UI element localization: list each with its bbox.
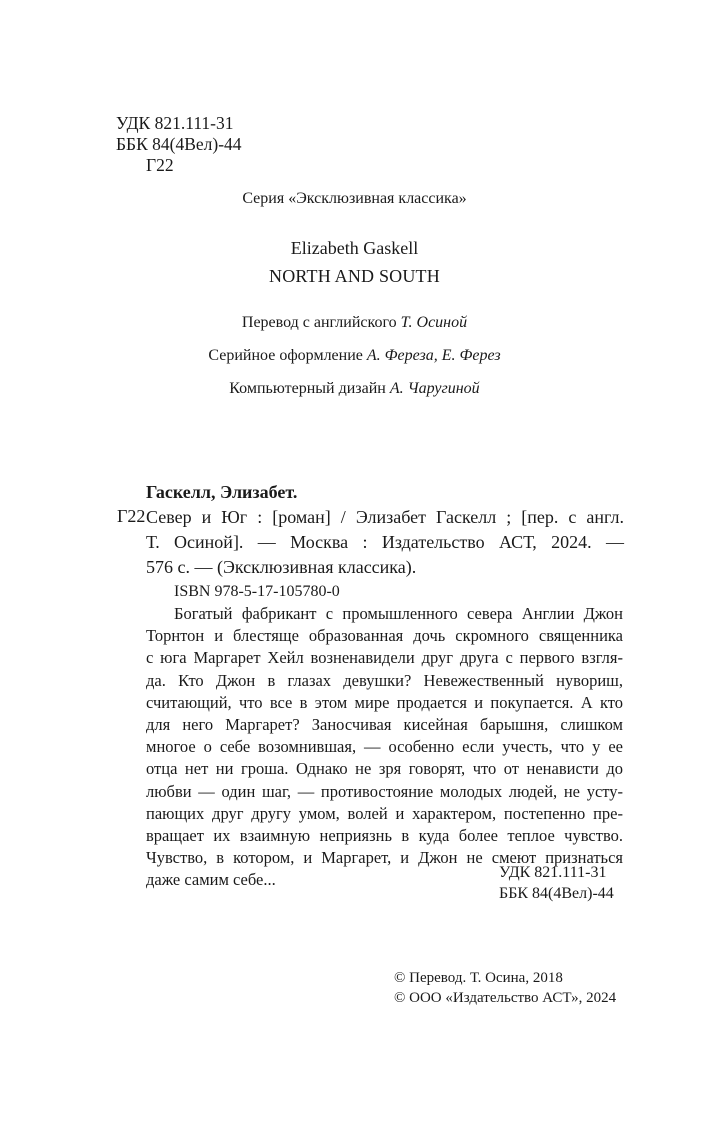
credit-name: А. Чаругиной [389, 380, 480, 397]
annotation-line: вращает их взаимную неприязнь в куда более теплое чувство. [146, 826, 623, 846]
original-author: Elizabeth Gaskell [290, 238, 419, 258]
credit-translation [0, 314, 709, 332]
credit-role: Компьютерный дизайн [229, 380, 386, 397]
original-title: NORTH AND SOUTH [269, 266, 440, 286]
annotation-line: Чувство, в котором, и Маргарет, и Джон не смеют признаться [146, 848, 623, 868]
bib-author: Гаскелл, Элизабет. [146, 482, 298, 502]
series-name: Серия «Эксклюзивная классика» [242, 190, 467, 207]
annotation [146, 603, 623, 892]
bbk-code: ББК 84(4Вел)-44 [499, 885, 614, 902]
copyright-translation: © Перевод. Т. Осина, 2018 [394, 970, 563, 986]
credit-name: Т. Осиной [400, 314, 468, 331]
bib-line: 576 с. — (Эксклюзивная классика). [146, 557, 417, 577]
annotation-line: считающий, что все в этом мире продается и покупается. А кто [146, 692, 623, 712]
udk-code: УДК 821.111-31 [499, 864, 607, 881]
annotation-line: с юга Маргарет Хейл возненавидели друг друга с первого взгля- [146, 648, 623, 668]
author-sign: Г22 [146, 155, 174, 175]
annotation-line: Торнтон и блестяще образованная дочь скромного священника [146, 626, 623, 646]
udk-code: УДК 821.111-31 [116, 113, 234, 133]
credit-role: Серийное оформление [208, 347, 363, 364]
bib-description [146, 505, 624, 580]
annotation-line: да. Кто Джон в глазах девушки? Невежественный нувориш, [146, 670, 623, 690]
copyright-block [394, 968, 616, 1008]
annotation-line: пающих друг другу умом, волей и характером, постепенно пре- [146, 803, 623, 823]
annotation-line: даже самим себе... [146, 870, 276, 890]
credit-name: А. Фереза, Е. Ферез [366, 347, 501, 364]
classification-codes [116, 113, 242, 176]
annotation-line: для него Маргарет? Заносчивая кисейная барышня, слишком [146, 715, 623, 735]
isbn: ISBN 978-5-17-105780-0 [174, 583, 340, 600]
bib-code: Г22 [117, 506, 146, 526]
bib-line: Север и Юг : [роман] / Элизабет Гаскелл ; [пер. с англ. [146, 507, 624, 527]
annotation-line: любви — один шаг, — противостояние молодых людей, не усту- [146, 781, 623, 801]
annotation-line: отца нет ни гроша. Однако не зря говорят, что от ненависти до [146, 759, 623, 779]
bib-line: Т. Осиной]. — Москва : Издательство АСТ, 2024. — [146, 532, 624, 552]
credit-role: Перевод с английского [241, 314, 397, 331]
credit-computer-design [0, 380, 709, 398]
classification-codes-bottom [499, 862, 614, 904]
copyright-publisher: © ООО «Издательство АСТ», 2024 [394, 990, 617, 1006]
annotation-line: Богатый фабрикант с промышленного севера Англии Джон [174, 604, 623, 623]
bbk-code: ББК 84(4Вел)-44 [116, 134, 242, 154]
annotation-line: многое о себе возомнившая, — особенно если учесть, что у ее [146, 737, 623, 757]
credit-series-design [0, 347, 709, 365]
